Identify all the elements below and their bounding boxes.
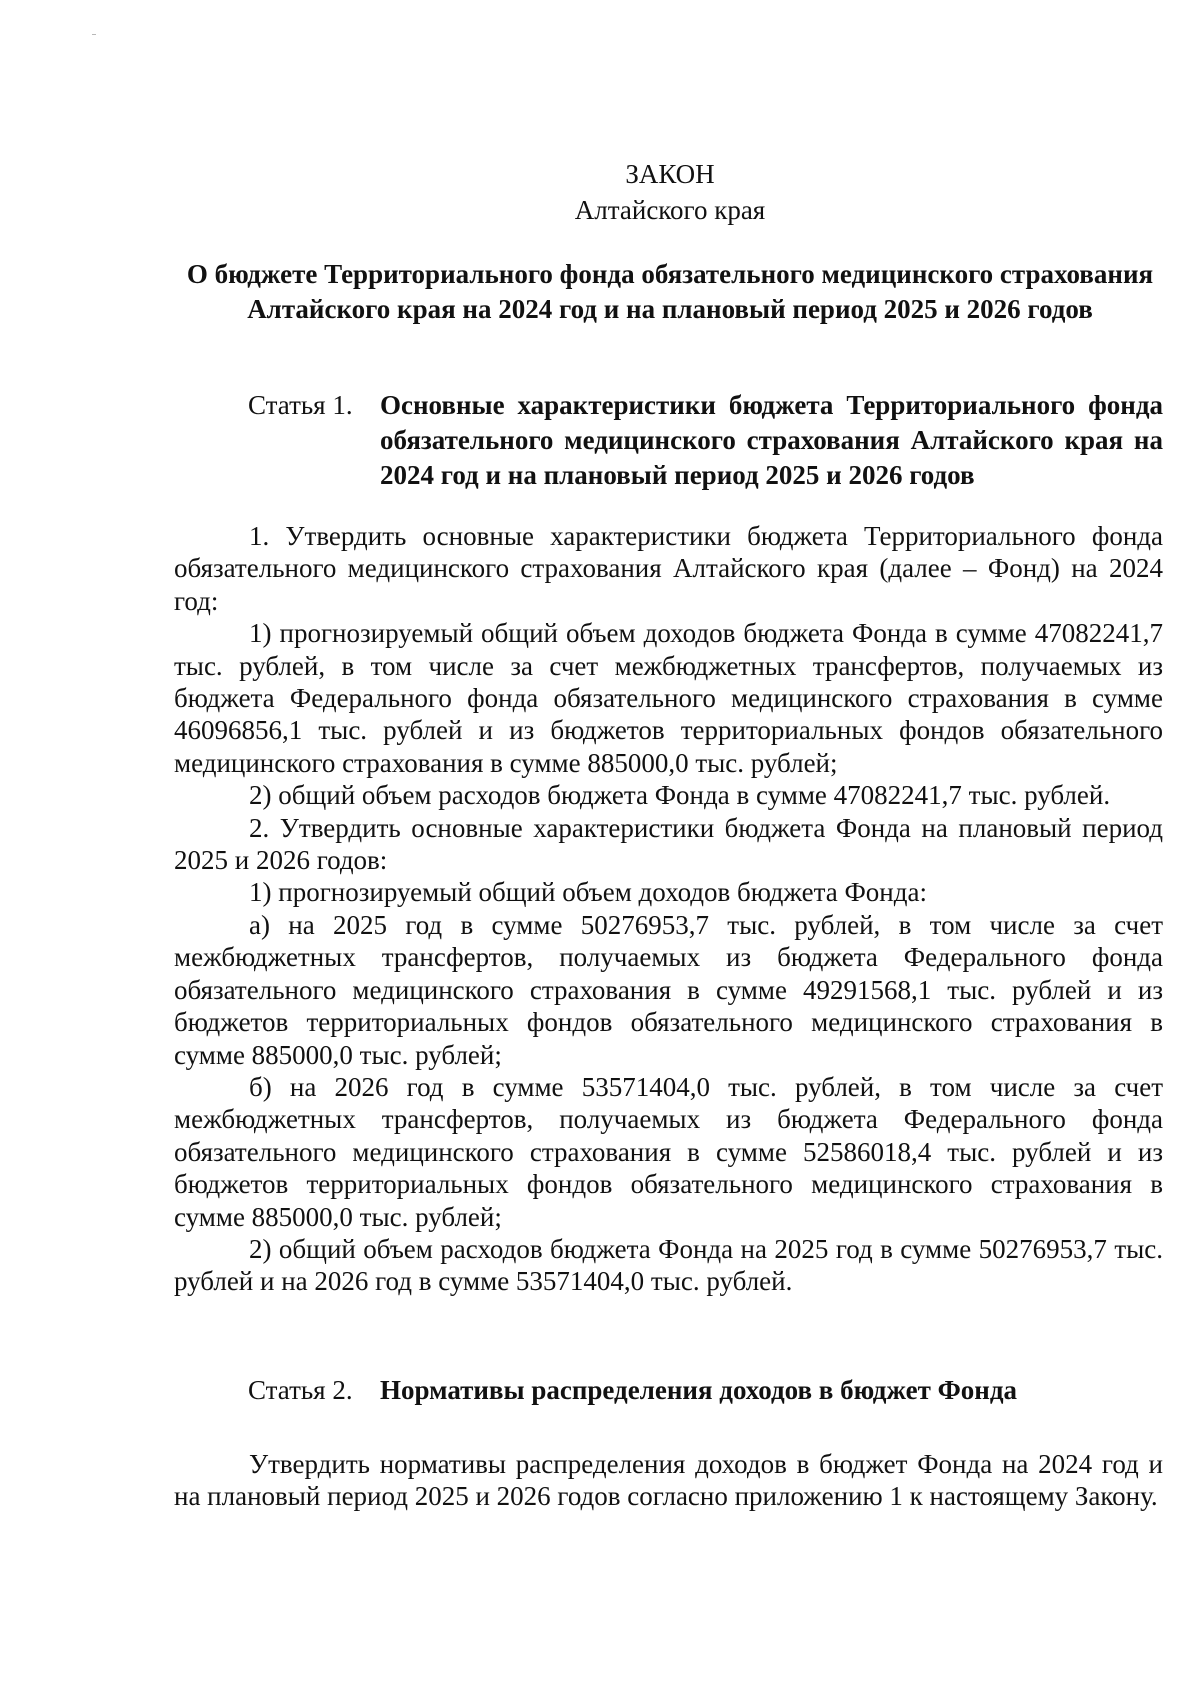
article-2-paragraph: Утвердить нормативы распределения доходов в бюджет Фонда на 2024 год и на плановый период 2025 и 2026 годов согласно приложению 1 к настоящему Закону.: [174, 1449, 1163, 1512]
article-1-paragraph: 1. Утвердить основные характеристики бюджета Территориального фонда обязательного медицинского страхования Алтайского края (далее – Фонд) на 2024 год:: [174, 521, 1163, 616]
article-1-paragraph: а) на 2025 год в сумме 50276953,7 тыс. рублей, в том числе за счет межбюджетных трансфертов, получаемых из бюджета Федерального фонда обязательного медицинского страхования в сумме 49291568,1 тыс. рублей и из бюджетов территориальных фондов обязательного медицинского страхования в сумме 885000,0 тыс. рублей;: [174, 909, 1163, 1070]
article-1-paragraph: 2) общий объем расходов бюджета Фонда на 2025 год в сумме 50276953,7 тыс. рублей и на 2026 год в сумме 53571404,0 тыс. рублей.: [174, 1233, 1163, 1297]
article-2-body: [174, 1448, 1163, 1513]
article-1-name: Основные характеристики бюджета Территориального фонда обязательного медицинского страхования Алтайского края на 2024 год и на плановый период 2025 и 2026 годов: [380, 390, 1163, 490]
article-1-paragraph: 2. Утвердить основные характеристики бюджета Фонда на плановый период 2025 и 2026 годов:: [174, 812, 1163, 876]
scan-artifact: [92, 34, 96, 35]
law-subject: О бюджете Территориального фонда обязательного медицинского страхования Алтайского края на 2024 год и на плановый период 2025 и 2026 годов: [186, 259, 1154, 324]
article-1-label: Статья 1.: [248, 390, 353, 420]
article-2-label: Статья 2.: [248, 1375, 353, 1405]
article-1-paragraph: 1) прогнозируемый общий объем доходов бюджета Фонда:: [249, 877, 927, 908]
article-1-paragraph: 1) прогнозируемый общий объем доходов бюджета Фонда в сумме 47082241,7 тыс. рублей, в том числе за счет межбюджетных трансфертов, получаемых из бюджета Федерального фонда обязательного медицинского страхования в сумме 46096856,1 тыс. рублей и из бюджетов территориальных фондов обязательного медицинского страхования в сумме 885000,0 тыс. рублей;: [174, 618, 1163, 778]
article-1-body: [174, 520, 1163, 1298]
article-2-name: Нормативы распределения доходов в бюджет Фонда: [380, 1375, 1017, 1405]
article-1-paragraph: б) на 2026 год в сумме 53571404,0 тыс. рублей, в том числе за счет межбюджетных трансфертов, получаемых из бюджета Федерального фонда обязательного медицинского страхования в сумме 52586018,4 тыс. рублей и из бюджетов территориальных фондов обязательного медицинского страхования в сумме 885000,0 тыс. рублей;: [174, 1071, 1163, 1232]
law-region: Алтайского края: [574, 195, 766, 225]
law-title: ЗАКОН: [625, 159, 715, 189]
article-1-paragraph: 2) общий объем расходов бюджета Фонда в сумме 47082241,7 тыс. рублей.: [249, 780, 1111, 811]
